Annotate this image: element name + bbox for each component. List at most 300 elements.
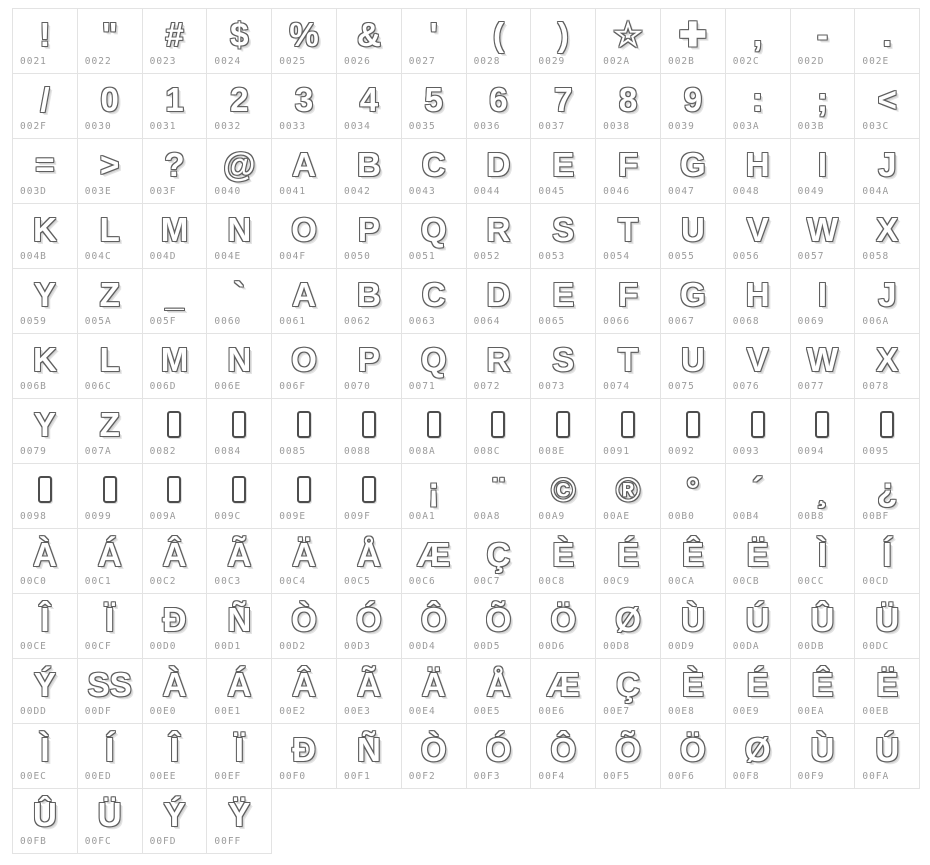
glyph <box>467 9 531 56</box>
glyph-cell[interactable] <box>271 658 337 724</box>
codepoint-label: 002E <box>862 56 890 67</box>
glyph-cell[interactable] <box>77 463 143 529</box>
glyph-cell[interactable] <box>466 528 532 594</box>
glyph-cell[interactable] <box>725 528 791 594</box>
glyph-cell[interactable] <box>77 73 143 139</box>
glyph-cell[interactable] <box>660 333 726 399</box>
codepoint-label: 0076 <box>732 381 760 392</box>
glyph-cell[interactable] <box>401 203 467 269</box>
glyph <box>402 139 466 186</box>
codepoint-label: 00C2 <box>149 576 177 587</box>
glyph-cell[interactable] <box>12 268 78 334</box>
codepoint-label: 0029 <box>538 56 566 67</box>
glyph-cell[interactable] <box>595 723 661 789</box>
glyph-cell[interactable] <box>401 528 467 594</box>
glyph-cell[interactable] <box>466 8 532 74</box>
glyph-character: X <box>876 211 899 248</box>
glyph-cell[interactable] <box>790 593 856 659</box>
glyph-cell[interactable] <box>790 73 856 139</box>
glyph-cell[interactable] <box>595 398 661 464</box>
glyph <box>661 139 725 186</box>
glyph <box>855 334 919 381</box>
codepoint-label: 00C1 <box>84 576 112 587</box>
glyph-character: ) <box>557 16 569 53</box>
glyph <box>13 139 77 186</box>
glyph-cell[interactable] <box>142 138 208 204</box>
codepoint-label: 0085 <box>279 446 307 457</box>
glyph <box>726 334 790 381</box>
glyph-cell[interactable] <box>271 398 337 464</box>
glyph-cell[interactable] <box>660 593 726 659</box>
glyph-cell[interactable] <box>854 203 920 269</box>
codepoint-label: 00C6 <box>408 576 436 587</box>
glyph-cell[interactable] <box>142 658 208 724</box>
glyph-cell[interactable] <box>142 463 208 529</box>
glyph-cell[interactable] <box>466 138 532 204</box>
glyph-cell[interactable] <box>206 333 272 399</box>
glyph-cell[interactable] <box>336 593 402 659</box>
glyph-cell[interactable] <box>790 138 856 204</box>
glyph-cell[interactable] <box>142 333 208 399</box>
glyph-cell[interactable] <box>77 593 143 659</box>
glyph-cell[interactable] <box>725 73 791 139</box>
glyph-character: Z <box>99 276 120 313</box>
glyph-cell[interactable] <box>595 593 661 659</box>
glyph-cell[interactable] <box>725 138 791 204</box>
codepoint-label: 0054 <box>603 251 631 262</box>
glyph-cell[interactable] <box>466 658 532 724</box>
glyph <box>531 594 595 641</box>
glyph-character: L <box>99 341 120 378</box>
glyph-row <box>13 789 920 854</box>
glyph-cell[interactable] <box>77 8 143 74</box>
glyph <box>13 334 77 381</box>
glyph-cell[interactable] <box>271 528 337 594</box>
glyph-character: S <box>552 211 575 248</box>
glyph-cell[interactable] <box>790 268 856 334</box>
glyph-character: 5 <box>424 81 443 118</box>
codepoint-label: 0032 <box>214 121 242 132</box>
codepoint-label: 002F <box>20 121 47 132</box>
glyph-cell[interactable] <box>12 333 78 399</box>
glyph-cell[interactable] <box>142 398 208 464</box>
glyph-character: & <box>356 16 381 53</box>
glyph-cell[interactable] <box>271 138 337 204</box>
glyph-cell[interactable] <box>854 73 920 139</box>
glyph-character: A <box>292 146 316 183</box>
glyph-cell[interactable] <box>790 203 856 269</box>
notdef-glyph <box>337 399 401 446</box>
glyph-cell[interactable] <box>142 268 208 334</box>
glyph-character: T <box>617 341 639 378</box>
glyph-cell[interactable] <box>725 203 791 269</box>
glyph-cell[interactable] <box>790 723 856 789</box>
glyph-cell[interactable] <box>12 788 78 854</box>
codepoint-label: 00CD <box>862 576 890 587</box>
glyph-character: Å <box>356 536 381 573</box>
glyph-character: J <box>878 146 897 183</box>
glyph <box>272 9 336 56</box>
glyph-cell[interactable] <box>530 203 596 269</box>
codepoint-label: 0095 <box>862 446 890 457</box>
codepoint-label: 002D <box>797 56 825 67</box>
glyph-cell[interactable] <box>595 8 661 74</box>
notdef-glyph <box>791 399 855 446</box>
codepoint-label: 00DC <box>862 641 890 652</box>
glyph-cell[interactable] <box>206 593 272 659</box>
glyph-cell[interactable] <box>77 203 143 269</box>
codepoint-label: 0060 <box>214 316 242 327</box>
glyph-character: Q <box>420 341 447 378</box>
glyph-cell[interactable] <box>142 8 208 74</box>
glyph-cell[interactable] <box>401 398 467 464</box>
glyph-cell[interactable] <box>854 8 920 74</box>
glyph-cell[interactable] <box>854 723 920 789</box>
glyph-cell[interactable] <box>595 658 661 724</box>
glyph <box>726 9 790 56</box>
glyph-cell[interactable] <box>271 723 337 789</box>
glyph-cell[interactable] <box>466 593 532 659</box>
glyph-cell[interactable] <box>530 528 596 594</box>
glyph-cell[interactable] <box>336 333 402 399</box>
glyph <box>791 594 855 641</box>
glyph-character: Ó <box>356 601 382 638</box>
glyph-character: 1 <box>165 81 184 118</box>
glyph-cell[interactable] <box>142 203 208 269</box>
glyph-cell[interactable] <box>466 398 532 464</box>
codepoint-label: 006C <box>84 381 112 392</box>
glyph-cell[interactable] <box>77 788 143 854</box>
glyph-cell[interactable] <box>206 8 272 74</box>
glyph-character: Õ <box>615 731 641 768</box>
codepoint-label: 008A <box>408 446 436 457</box>
codepoint-label: 0069 <box>797 316 825 327</box>
glyph-cell[interactable] <box>206 73 272 139</box>
codepoint-label: 006E <box>214 381 242 392</box>
glyph-cell[interactable] <box>790 658 856 724</box>
glyph-cell[interactable] <box>336 658 402 724</box>
glyph <box>207 9 271 56</box>
glyph-cell[interactable] <box>530 463 596 529</box>
glyph-cell[interactable] <box>142 73 208 139</box>
glyph-cell[interactable] <box>142 593 208 659</box>
glyph <box>596 9 660 56</box>
glyph-cell[interactable] <box>466 723 532 789</box>
codepoint-label: 006D <box>149 381 177 392</box>
glyph-cell[interactable] <box>854 268 920 334</box>
glyph-cell[interactable] <box>530 73 596 139</box>
glyph-cell[interactable] <box>142 723 208 789</box>
glyph-cell[interactable] <box>336 723 402 789</box>
glyph-cell[interactable] <box>790 333 856 399</box>
glyph-cell[interactable] <box>336 398 402 464</box>
codepoint-label: 004B <box>20 251 47 262</box>
glyph-cell[interactable] <box>401 723 467 789</box>
codepoint-label: 006F <box>279 381 307 392</box>
glyph-cell[interactable] <box>595 333 661 399</box>
glyph-cell[interactable] <box>660 658 726 724</box>
glyph-character: Æ <box>546 666 580 703</box>
glyph-cell[interactable] <box>725 398 791 464</box>
glyph-cell[interactable] <box>336 138 402 204</box>
glyph-cell[interactable] <box>660 268 726 334</box>
glyph-cell[interactable] <box>12 658 78 724</box>
glyph-cell[interactable] <box>401 138 467 204</box>
glyph-character: ¿ <box>877 471 898 508</box>
glyph <box>337 269 401 316</box>
codepoint-label: 0093 <box>732 446 760 457</box>
glyph-cell[interactable] <box>336 268 402 334</box>
codepoint-label: 00F0 <box>279 771 307 782</box>
glyph-cell[interactable] <box>401 333 467 399</box>
glyph-cell[interactable] <box>12 723 78 789</box>
glyph-cell[interactable] <box>206 203 272 269</box>
glyph <box>143 594 207 641</box>
glyph-cell[interactable] <box>12 203 78 269</box>
codepoint-label: 00C3 <box>214 576 242 587</box>
glyph-character: _ <box>165 276 184 313</box>
glyph-cell[interactable] <box>206 398 272 464</box>
glyph-character: Î <box>40 601 50 638</box>
glyph-cell[interactable] <box>854 333 920 399</box>
glyph-character: Ú <box>745 601 770 638</box>
codepoint-label: 006B <box>20 381 47 392</box>
glyph-cell[interactable] <box>530 138 596 204</box>
glyph <box>726 269 790 316</box>
glyph-cell[interactable] <box>206 528 272 594</box>
glyph-cell[interactable] <box>271 333 337 399</box>
glyph-character: Û <box>810 601 835 638</box>
glyph-cell[interactable] <box>466 268 532 334</box>
glyph-cell[interactable] <box>77 398 143 464</box>
codepoint-label: 006A <box>862 316 890 327</box>
glyph-cell[interactable] <box>595 73 661 139</box>
glyph-cell[interactable] <box>336 203 402 269</box>
glyph-character: È <box>681 666 704 703</box>
glyph-cell[interactable] <box>142 528 208 594</box>
glyph <box>143 529 207 576</box>
codepoint-label: 00E1 <box>214 706 242 717</box>
glyph-cell[interactable] <box>530 268 596 334</box>
glyph-character: 9 <box>683 81 703 118</box>
glyph-cell[interactable] <box>790 463 856 529</box>
glyph-cell[interactable] <box>206 138 272 204</box>
glyph-cell[interactable] <box>401 658 467 724</box>
glyph-cell[interactable] <box>595 203 661 269</box>
glyph-cell[interactable] <box>271 268 337 334</box>
codepoint-label: 002C <box>732 56 760 67</box>
glyph-cell[interactable] <box>401 73 467 139</box>
notdef-glyph <box>143 399 207 446</box>
glyph-cell[interactable] <box>595 138 661 204</box>
glyph-cell[interactable] <box>336 463 402 529</box>
glyph-cell[interactable] <box>336 8 402 74</box>
glyph-cell[interactable] <box>725 593 791 659</box>
glyph-character: T <box>617 211 639 248</box>
glyph-character: ° <box>686 471 700 508</box>
glyph-cell[interactable] <box>854 658 920 724</box>
codepoint-label: 00EC <box>20 771 47 782</box>
glyph <box>13 789 77 836</box>
glyph-cell[interactable] <box>401 463 467 529</box>
glyph <box>337 334 401 381</box>
codepoint-label: 008E <box>538 446 566 457</box>
glyph-cell[interactable] <box>660 138 726 204</box>
glyph-cell[interactable] <box>725 268 791 334</box>
codepoint-label: 0078 <box>862 381 890 392</box>
codepoint-label: 00D3 <box>343 641 371 652</box>
glyph-cell[interactable] <box>77 268 143 334</box>
glyph-cell[interactable] <box>12 398 78 464</box>
glyph-cell[interactable] <box>725 723 791 789</box>
glyph <box>855 204 919 251</box>
glyph-cell[interactable] <box>854 463 920 529</box>
glyph-cell[interactable] <box>854 398 920 464</box>
glyph-row <box>13 74 920 139</box>
glyph-cell[interactable] <box>595 528 661 594</box>
glyph <box>661 464 725 511</box>
glyph-character: É <box>617 536 640 573</box>
codepoint-label: 00EE <box>149 771 177 782</box>
glyph-cell[interactable] <box>660 398 726 464</box>
glyph-character: Ã <box>356 666 381 703</box>
glyph-cell[interactable] <box>12 528 78 594</box>
glyph-cell[interactable] <box>271 73 337 139</box>
glyph-cell[interactable] <box>12 8 78 74</box>
glyph-character: , <box>753 16 763 53</box>
glyph <box>78 529 142 576</box>
glyph <box>791 139 855 186</box>
glyph-cell[interactable] <box>530 593 596 659</box>
glyph-cell[interactable] <box>660 8 726 74</box>
glyph-character: F <box>617 276 639 313</box>
glyph-cell[interactable] <box>530 658 596 724</box>
glyph-cell[interactable] <box>77 658 143 724</box>
glyph-cell[interactable] <box>466 463 532 529</box>
glyph-cell[interactable] <box>206 268 272 334</box>
notdef-glyph <box>467 399 531 446</box>
glyph-character: : <box>752 81 764 118</box>
glyph-cell[interactable] <box>77 333 143 399</box>
glyph <box>791 334 855 381</box>
glyph-character: K <box>32 211 57 248</box>
glyph-cell[interactable] <box>336 528 402 594</box>
notdef-box-icon <box>38 476 52 503</box>
glyph-cell[interactable] <box>530 398 596 464</box>
glyph-character: ( <box>492 16 504 53</box>
glyph-cell[interactable] <box>401 268 467 334</box>
codepoint-label: 0045 <box>538 186 566 197</box>
glyph <box>791 724 855 771</box>
glyph-character: C <box>421 146 446 183</box>
glyph-cell[interactable] <box>595 463 661 529</box>
glyph-character: ¸ <box>816 471 828 508</box>
codepoint-label: 0062 <box>343 316 371 327</box>
glyph-cell[interactable] <box>530 8 596 74</box>
codepoint-label: 0055 <box>667 251 695 262</box>
codepoint-label: 00CF <box>84 641 112 652</box>
glyph-character: Y <box>33 276 56 313</box>
glyph <box>855 724 919 771</box>
glyph-cell[interactable] <box>206 788 272 854</box>
glyph-cell[interactable] <box>595 268 661 334</box>
codepoint-label: 00FA <box>862 771 890 782</box>
glyph-cell[interactable] <box>725 463 791 529</box>
glyph-cell[interactable] <box>271 203 337 269</box>
codepoint-label: 0022 <box>84 56 112 67</box>
glyph-cell[interactable] <box>854 528 920 594</box>
glyph-cell[interactable] <box>12 73 78 139</box>
glyph-cell[interactable] <box>271 463 337 529</box>
glyph-cell[interactable] <box>660 528 726 594</box>
glyph-cell[interactable] <box>466 333 532 399</box>
glyph <box>661 594 725 641</box>
glyph-character: = <box>35 146 55 183</box>
glyph-character: # <box>165 16 184 53</box>
glyph <box>531 9 595 56</box>
glyph-cell[interactable] <box>790 528 856 594</box>
glyph-character: < <box>877 81 897 118</box>
glyph <box>402 269 466 316</box>
glyph-character: V <box>746 211 769 248</box>
glyph-character: ✚ <box>679 16 707 53</box>
glyph-cell[interactable] <box>12 138 78 204</box>
glyph-cell[interactable] <box>790 8 856 74</box>
glyph-cell[interactable] <box>725 658 791 724</box>
glyph-cell[interactable] <box>725 333 791 399</box>
glyph-cell[interactable] <box>77 138 143 204</box>
glyph-cell[interactable] <box>854 593 920 659</box>
glyph-cell[interactable] <box>401 593 467 659</box>
codepoint-label: 00C4 <box>279 576 307 587</box>
glyph-cell[interactable] <box>271 8 337 74</box>
codepoint-label: 0044 <box>473 186 501 197</box>
glyph-cell[interactable] <box>660 463 726 529</box>
glyph-cell[interactable] <box>466 203 532 269</box>
glyph-cell[interactable] <box>854 138 920 204</box>
glyph-cell[interactable] <box>206 658 272 724</box>
codepoint-label: 0075 <box>667 381 695 392</box>
glyph <box>402 659 466 706</box>
glyph-cell[interactable] <box>206 463 272 529</box>
notdef-box-icon <box>556 411 570 438</box>
glyph <box>467 529 531 576</box>
glyph-cell[interactable] <box>530 723 596 789</box>
glyph-cell[interactable] <box>660 73 726 139</box>
glyph-cell[interactable] <box>142 788 208 854</box>
codepoint-label: 00B8 <box>797 511 825 522</box>
glyph-character: M <box>160 341 189 378</box>
glyph-cell[interactable] <box>660 203 726 269</box>
glyph-cell[interactable] <box>725 8 791 74</box>
glyph-character: Ê <box>811 666 834 703</box>
glyph-cell[interactable] <box>530 333 596 399</box>
glyph-cell[interactable] <box>12 593 78 659</box>
codepoint-label: 0025 <box>279 56 307 67</box>
glyph-cell[interactable] <box>660 723 726 789</box>
glyph-cell[interactable] <box>77 723 143 789</box>
glyph-cell[interactable] <box>466 73 532 139</box>
glyph-cell[interactable] <box>336 73 402 139</box>
glyph-cell[interactable] <box>790 398 856 464</box>
glyph-cell[interactable] <box>206 723 272 789</box>
glyph-character: Ê <box>681 536 704 573</box>
glyph-cell[interactable] <box>271 593 337 659</box>
glyph-cell[interactable] <box>401 8 467 74</box>
glyph-cell[interactable] <box>12 463 78 529</box>
glyph-cell[interactable] <box>77 528 143 594</box>
codepoint-label: 00F5 <box>603 771 631 782</box>
